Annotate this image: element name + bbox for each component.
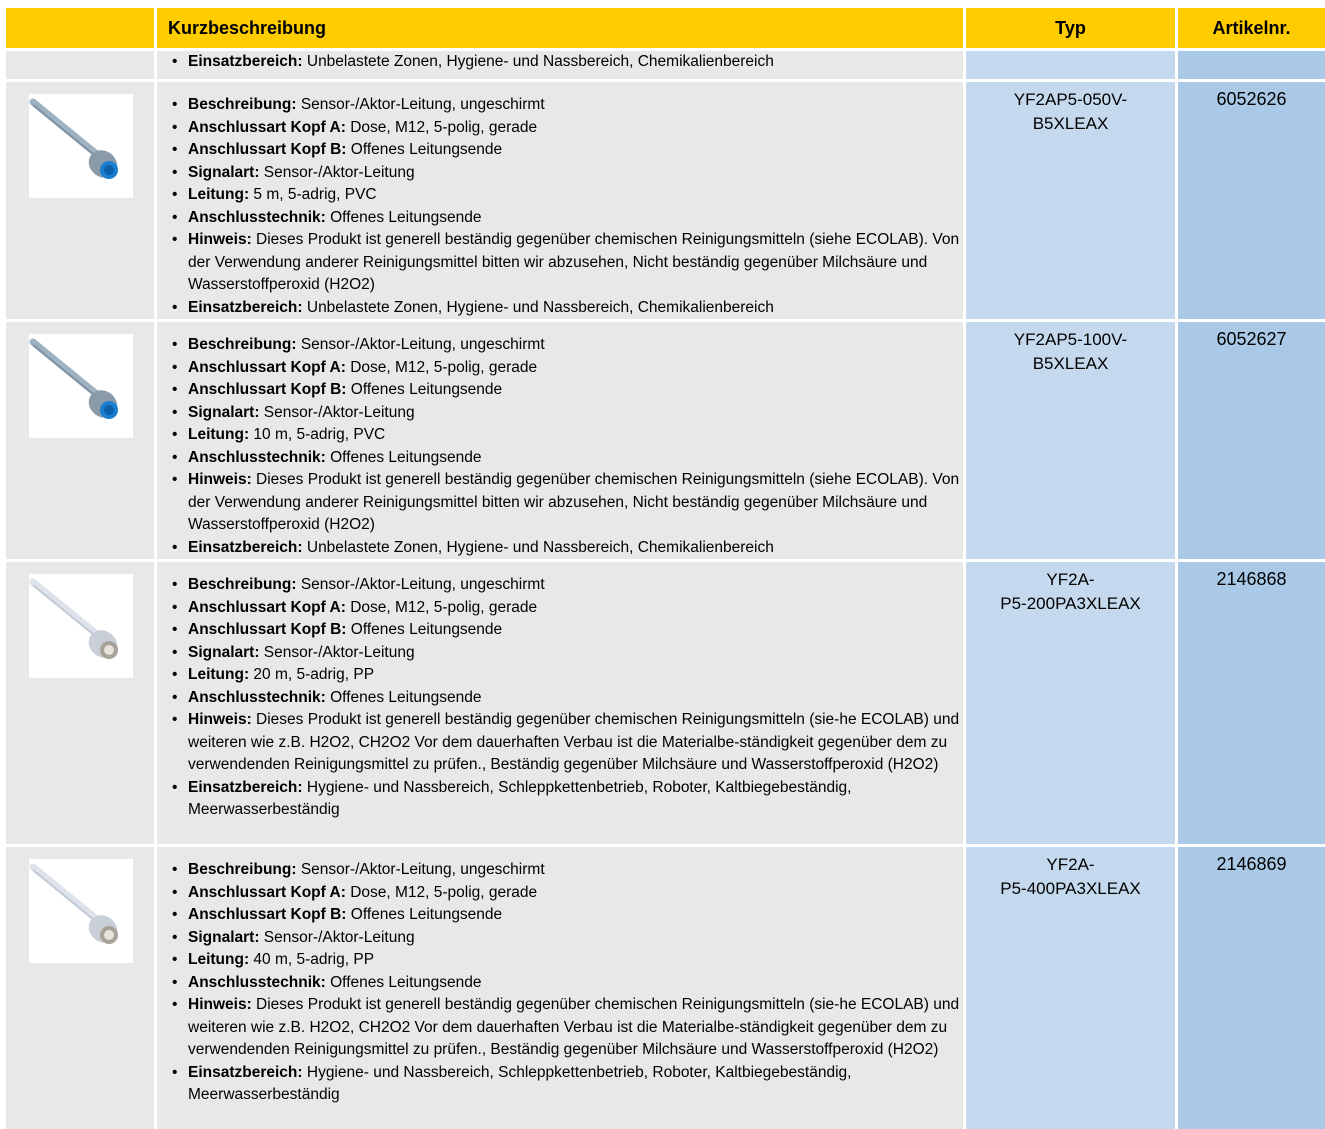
list-item xyxy=(168,664,963,687)
product-image-cell xyxy=(6,562,154,844)
article-number-cell xyxy=(1178,322,1325,559)
header-image-cell xyxy=(6,8,154,48)
item-label: Hinweis: xyxy=(188,471,252,488)
item-label: Signalart: xyxy=(188,403,260,421)
list-item xyxy=(168,207,963,230)
list-item xyxy=(168,1062,963,1107)
item-label: Leitung: xyxy=(188,951,250,968)
item-text: Dieses Produkt ist generell beständig gegenüber chemischen Reinigungsmitteln (siehe ECOLAB). Von der Verwendung anderer Reinigungsmittel bitten wir abzusehen, Nicht beständig gegenüber Milchsäure und Wasserstoffperoxid (H2O2) xyxy=(188,471,960,533)
item-text: Sensor-/Aktor-Leitung xyxy=(259,163,415,181)
item-text: Dieses Produkt ist generell beständig gegenüber chemischen Reinigungsmitteln (siehe ECOLAB). Von der Verwendung anderer Reinigungsmittel bitten wir abzusehen, Nicht beständig gegenüber Milchsäure und Wasserstoffperoxid (H2O2) xyxy=(188,231,960,293)
table-row xyxy=(6,847,1325,1129)
item-label: Anschlussart Kopf B: xyxy=(188,621,347,638)
list-item xyxy=(168,642,963,665)
item-text: Offenes Leitungsende xyxy=(346,381,503,398)
item-text: Offenes Leitungsende xyxy=(325,688,482,706)
item-label: Signalart: xyxy=(188,643,260,661)
item-text: Dose, M12, 5-polig, gerade xyxy=(345,358,538,376)
item-label: Hinweis: xyxy=(188,996,252,1013)
article-number: 6052627 xyxy=(1216,329,1287,349)
type-code: YF2A- P5-400PA3XLEAX xyxy=(1000,855,1141,898)
list-item xyxy=(168,687,963,710)
item-text: Dose, M12, 5-polig, gerade xyxy=(345,883,538,901)
item-label: Leitung: xyxy=(188,666,250,683)
list-item xyxy=(168,357,963,380)
list-item xyxy=(168,297,963,320)
item-label: Einsatzbereich: xyxy=(188,538,303,556)
item-text: 10 m, 5-adrig, PVC xyxy=(249,426,386,443)
list-item xyxy=(168,184,963,207)
list-item xyxy=(168,859,963,882)
item-label: Signalart: xyxy=(188,928,260,946)
item-label: Einsatzbereich: xyxy=(188,53,303,70)
item-label: Hinweis: xyxy=(188,231,252,248)
item-label: Leitung: xyxy=(188,186,250,203)
item-text: Sensor-/Aktor-Leitung xyxy=(259,928,415,946)
item-label: Beschreibung: xyxy=(188,336,297,353)
cable-blue-connector-icon xyxy=(29,334,133,438)
item-label: Anschlusstechnik: xyxy=(188,973,326,991)
image-cell-empty xyxy=(6,51,154,79)
item-label: Anschlusstechnik: xyxy=(188,208,326,226)
description-list xyxy=(168,859,963,1107)
item-text: Sensor-/Aktor-Leitung, ungeschirmt xyxy=(296,336,545,353)
type-cell xyxy=(966,562,1175,844)
description-cell xyxy=(157,847,963,1129)
item-label: Einsatzbereich: xyxy=(188,778,303,796)
item-text: Sensor-/Aktor-Leitung, ungeschirmt xyxy=(296,576,545,593)
item-label: Anschlussart Kopf A: xyxy=(188,358,346,376)
article-number-cell xyxy=(1178,82,1325,319)
list-item xyxy=(168,424,963,447)
list-item xyxy=(168,619,963,642)
list-item xyxy=(168,117,963,140)
description-cell xyxy=(157,82,963,319)
item-label: Anschlussart Kopf A: xyxy=(188,118,346,136)
list-item xyxy=(168,334,963,357)
item-label: Anschlusstechnik: xyxy=(188,688,326,706)
item-text: Unbelastete Zonen, Hygiene- und Nassbereich, Chemikalienbereich xyxy=(302,53,774,70)
item-text: Sensor-/Aktor-Leitung, ungeschirmt xyxy=(296,96,545,113)
description-cell xyxy=(157,51,963,79)
cable-blue-connector-icon xyxy=(29,94,133,198)
item-label: Anschlussart Kopf B: xyxy=(188,141,347,158)
item-label: Anschlusstechnik: xyxy=(188,448,326,466)
list-item xyxy=(168,927,963,950)
list-item xyxy=(168,379,963,402)
list-item xyxy=(168,777,963,822)
item-text: Dieses Produkt ist generell beständig gegenüber chemischen Reinigungsmitteln (sie-he ECOLAB) und weiteren wie z.B. H2O2, CH2O2 Vor dem dauerhaften Verbau ist die Materialbe-ständigkeit gegenüber dem zu verwendenden Reinigungsmittel zu prüfen., Beständig gegenüber Milchsäure und Wasserstoffperoxid (H2O2) xyxy=(188,711,960,773)
item-text: Dose, M12, 5-polig, gerade xyxy=(345,118,538,136)
description-list xyxy=(168,94,963,319)
list-item xyxy=(168,574,963,597)
type-cell xyxy=(966,847,1175,1129)
item-label: Leitung: xyxy=(188,426,250,443)
list-item xyxy=(168,51,963,74)
item-label: Beschreibung: xyxy=(188,576,297,593)
item-text: Unbelastete Zonen, Hygiene- und Nassbereich, Chemikalienbereich xyxy=(302,538,774,556)
product-image-cell xyxy=(6,847,154,1129)
list-item xyxy=(168,972,963,995)
list-item xyxy=(168,402,963,425)
item-label: Signalart: xyxy=(188,163,260,181)
article-number-cell xyxy=(1178,562,1325,844)
article-number-cell xyxy=(1178,847,1325,1129)
cable-white-connector-icon xyxy=(29,859,133,963)
article-number: 2146868 xyxy=(1216,569,1287,589)
list-item xyxy=(168,447,963,470)
item-text: 5 m, 5-adrig, PVC xyxy=(249,186,377,203)
article-number: 6052626 xyxy=(1216,89,1287,109)
item-text: Sensor-/Aktor-Leitung xyxy=(259,403,415,421)
product-table xyxy=(6,8,1325,1129)
item-text: Dieses Produkt ist generell beständig gegenüber chemischen Reinigungsmitteln (sie-he ECOLAB) und weiteren wie z.B. H2O2, CH2O2 Vor dem dauerhaften Verbau ist die Materialbe-ständigkeit gegenüber dem zu verwendenden Reinigungsmittel zu prüfen., Beständig gegenüber Milchsäure und Wasserstoffperoxid (H2O2) xyxy=(188,996,960,1058)
header-type: Typ xyxy=(966,8,1175,48)
product-image-cell xyxy=(6,322,154,559)
type-code: YF2AP5-100V- B5XLEAX xyxy=(1013,330,1128,373)
description-cell xyxy=(157,562,963,844)
item-text: Sensor-/Aktor-Leitung, ungeschirmt xyxy=(296,861,545,878)
table-row xyxy=(6,562,1325,844)
item-text: Hygiene- und Nassbereich, Schleppkettenbetrieb, Roboter, Kaltbiegebeständig, Meerwasserbeständig xyxy=(188,1063,852,1103)
item-text: 40 m, 5-adrig, PP xyxy=(249,951,375,968)
list-item xyxy=(168,882,963,905)
list-item xyxy=(168,139,963,162)
item-text: Dose, M12, 5-polig, gerade xyxy=(345,598,538,616)
item-label: Hinweis: xyxy=(188,711,252,728)
list-item xyxy=(168,994,963,1062)
item-label: Beschreibung: xyxy=(188,96,297,113)
header-description: Kurzbeschreibung xyxy=(157,8,963,48)
description-list xyxy=(168,51,963,74)
item-text: Offenes Leitungsende xyxy=(325,448,482,466)
description-cell xyxy=(157,322,963,559)
item-text: Unbelastete Zonen, Hygiene- und Nassbereich, Chemikalienbereich xyxy=(302,298,774,316)
item-label: Anschlussart Kopf A: xyxy=(188,883,346,901)
cable-white-connector-icon xyxy=(29,574,133,678)
table-header xyxy=(6,8,1325,48)
item-text: Offenes Leitungsende xyxy=(325,208,482,226)
list-item xyxy=(168,537,963,560)
list-item xyxy=(168,229,963,297)
item-text: Sensor-/Aktor-Leitung xyxy=(259,643,415,661)
list-item xyxy=(168,469,963,537)
type-cell-empty xyxy=(966,51,1175,79)
item-text: Hygiene- und Nassbereich, Schleppkettenbetrieb, Roboter, Kaltbiegebeständig, Meerwasserbeständig xyxy=(188,778,852,818)
list-item xyxy=(168,94,963,117)
item-label: Einsatzbereich: xyxy=(188,298,303,316)
type-code: YF2AP5-050V- B5XLEAX xyxy=(1013,90,1128,133)
product-image-cell xyxy=(6,82,154,319)
table-row-partial xyxy=(6,51,1325,79)
item-text: Offenes Leitungsende xyxy=(346,621,503,638)
list-item xyxy=(168,597,963,620)
header-article-number: Artikelnr. xyxy=(1178,8,1325,48)
item-label: Anschlussart Kopf B: xyxy=(188,906,347,923)
description-list xyxy=(168,334,963,559)
item-label: Anschlussart Kopf A: xyxy=(188,598,346,616)
item-text: Offenes Leitungsende xyxy=(346,141,503,158)
article-cell-empty xyxy=(1178,51,1325,79)
item-text: Offenes Leitungsende xyxy=(325,973,482,991)
type-code: YF2A- P5-200PA3XLEAX xyxy=(1000,570,1141,613)
type-cell xyxy=(966,322,1175,559)
article-number: 2146869 xyxy=(1216,854,1287,874)
description-list xyxy=(168,574,963,822)
item-text: 20 m, 5-adrig, PP xyxy=(249,666,375,683)
table-row xyxy=(6,82,1325,319)
list-item xyxy=(168,949,963,972)
item-label: Anschlussart Kopf B: xyxy=(188,381,347,398)
item-text: Offenes Leitungsende xyxy=(346,906,503,923)
list-item xyxy=(168,709,963,777)
table-row xyxy=(6,322,1325,559)
list-item xyxy=(168,904,963,927)
type-cell xyxy=(966,82,1175,319)
list-item xyxy=(168,162,963,185)
item-label: Beschreibung: xyxy=(188,861,297,878)
item-label: Einsatzbereich: xyxy=(188,1063,303,1081)
